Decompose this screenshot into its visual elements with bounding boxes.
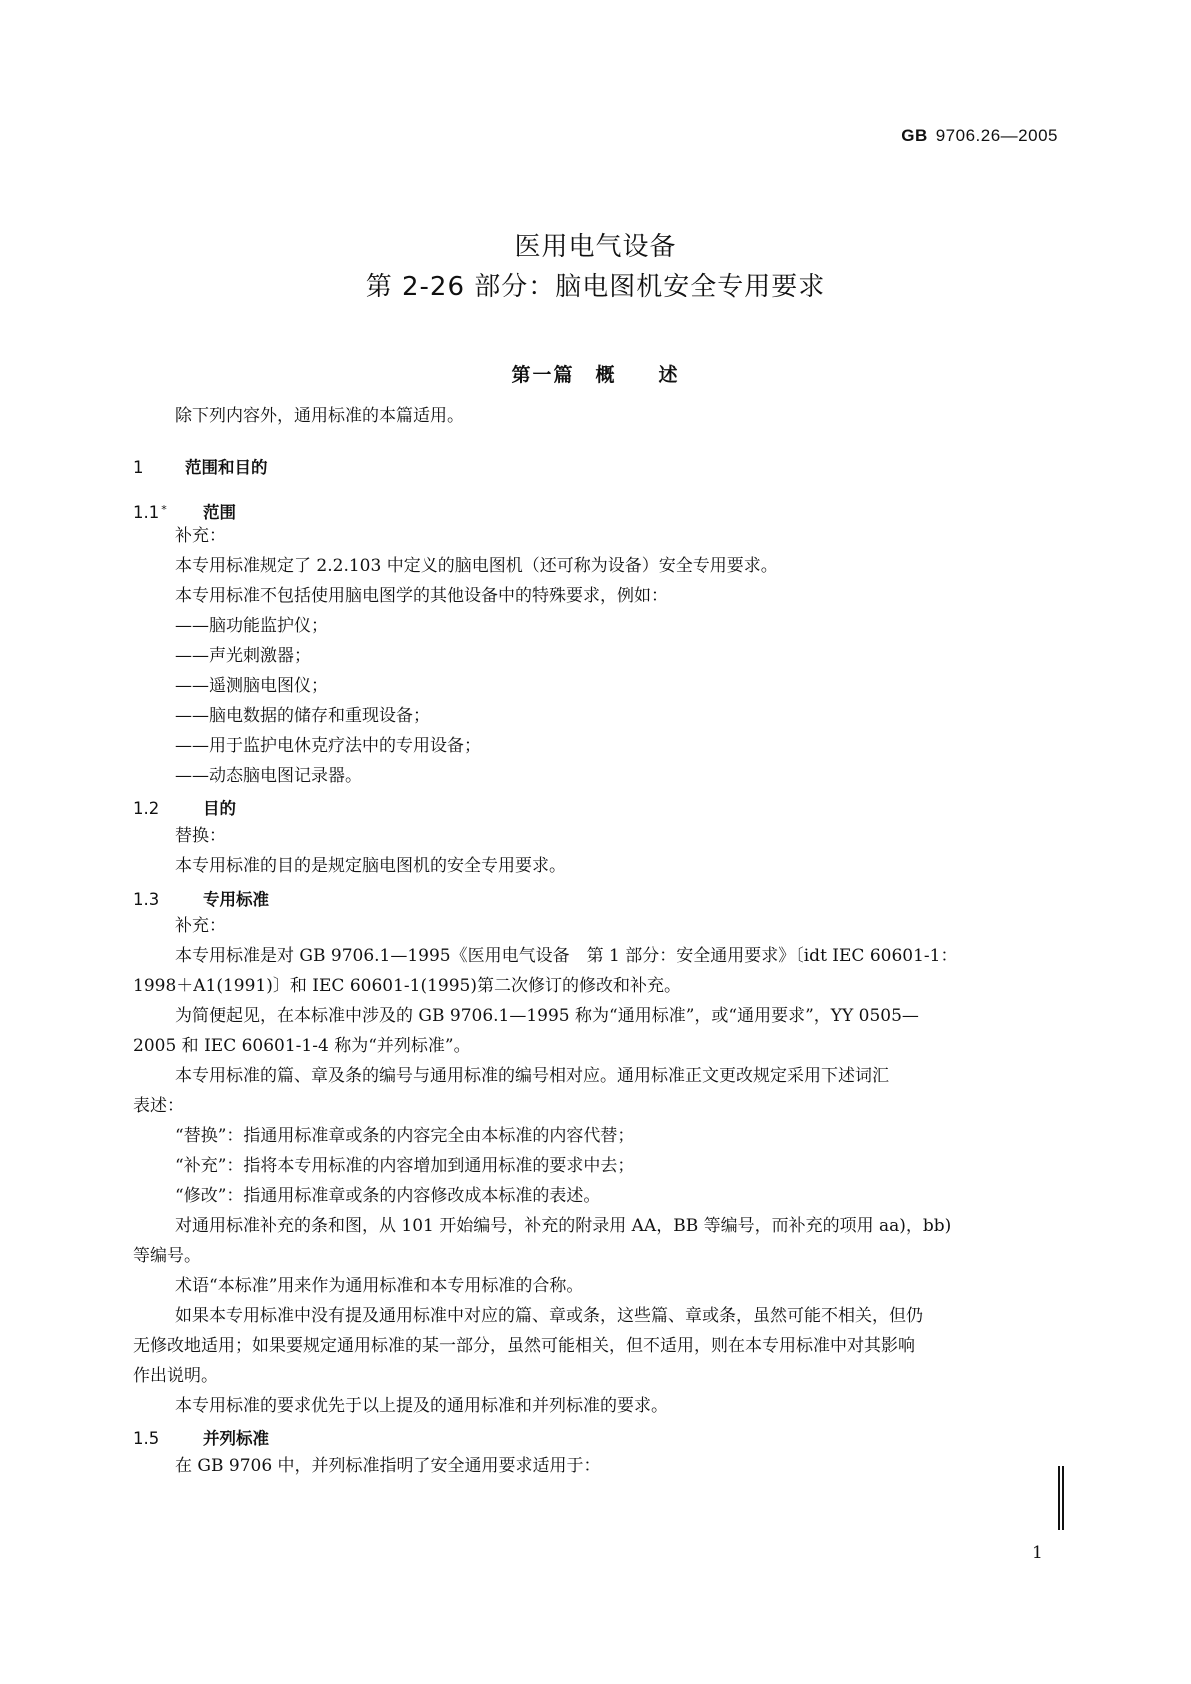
list-item: ——脑电数据的储存和重现设备；: [175, 706, 430, 726]
clause-1-3-heading: [133, 886, 269, 910]
paragraph: 本专用标准的要求优先于以上提及的通用标准和并列标准的要求。: [175, 1396, 668, 1416]
clause-number: 1.5: [133, 1429, 160, 1448]
paragraph: 本专用标准的篇、章及条的编号与通用标准的编号相对应。通用标准正文更改规定采用下述词汇: [175, 1066, 889, 1086]
doc-title-line1: 医用电气设备: [514, 232, 677, 262]
list-item: ——遥测脑电图仪；: [175, 676, 328, 696]
revision-bar: [1062, 1466, 1064, 1530]
revision-bar: [1058, 1466, 1060, 1530]
clause-1-1-heading: [133, 499, 236, 523]
paragraph: 本专用标准不包括使用脑电图学的其他设备中的特殊要求，例如：: [175, 586, 668, 606]
clause-kind: 替换：: [175, 826, 226, 846]
paragraph: “修改”：指通用标准章或条的内容修改成本标准的表述。: [175, 1186, 601, 1206]
paragraph: 如果本专用标准中没有提及通用标准中对应的篇、章或条，这些篇、章或条，虽然可能不相关，但仍: [175, 1306, 923, 1326]
paragraph: 为简便起见，在本标准中涉及的 GB 9706.1—1995 称为“通用标准”，或“通用要求”，YY 0505—: [175, 1006, 919, 1026]
asterisk-mark: *: [161, 503, 167, 516]
paragraph-continuation: 1998＋A1(1991)〕和 IEC 60601-1(1995)第二次修订的修改和补充。: [133, 976, 681, 996]
list-item: ——声光刺激器；: [175, 646, 311, 666]
paragraph-continuation: 无修改地适用；如果要规定通用标准的某一部分，虽然可能相关，但不适用，则在本专用标准中对其影响: [133, 1336, 915, 1356]
clause-number: 1.2: [133, 799, 160, 818]
clause-kind: 补充：: [175, 526, 226, 546]
paragraph: “替换”：指通用标准章或条的内容完全由本标准的内容代替；: [175, 1126, 635, 1146]
standard-number: 9706.26—2005: [935, 126, 1058, 145]
clause-1-2-heading: [133, 795, 236, 819]
intro-paragraph: 除下列内容外，通用标准的本篇适用。: [175, 406, 464, 426]
section-number: 1: [133, 458, 144, 477]
standard-code: [901, 126, 1058, 146]
page-number: 1: [1032, 1543, 1043, 1563]
clause-1-5-heading: [133, 1425, 269, 1449]
section-title: 范围和目的: [185, 458, 268, 477]
paragraph: 本专用标准规定了 2.2.103 中定义的脑电图机（还可称为设备）安全专用要求。: [175, 556, 778, 576]
list-item: ——用于监护电休克疗法中的专用设备；: [175, 736, 481, 756]
paragraph: 术语“本标准”用来作为通用标准和本专用标准的合称。: [175, 1276, 584, 1296]
paragraph: 对通用标准补充的条和图，从 101 开始编号，补充的附录用 AA，BB 等编号，而补充的项用 aa)，bb): [175, 1216, 952, 1236]
clause-number: 1.1 *: [133, 503, 167, 522]
paragraph: 在 GB 9706 中，并列标准指明了安全通用要求适用于：: [175, 1456, 601, 1476]
paragraph-continuation: 等编号。: [133, 1246, 201, 1266]
clause-number: 1.3: [133, 890, 160, 909]
paragraph: “补充”：指将本专用标准的内容增加到通用标准的要求中去；: [175, 1156, 635, 1176]
clause-title: 并列标准: [203, 1429, 269, 1448]
paragraph-continuation: 表述：: [133, 1096, 184, 1116]
paragraph: 本专用标准的目的是规定脑电图机的安全专用要求。: [175, 856, 566, 876]
section-1-heading: [133, 454, 268, 478]
clause-kind: 补充：: [175, 916, 226, 936]
standard-prefix: GB: [901, 126, 928, 145]
clause-title: 范围: [203, 503, 236, 522]
list-item: ——脑功能监护仪；: [175, 616, 328, 636]
clause-title: 目的: [203, 799, 236, 818]
paragraph-continuation: 作出说明。: [133, 1366, 218, 1386]
list-item: ——动态脑电图记录器。: [175, 766, 362, 786]
clause-title: 专用标准: [203, 890, 269, 909]
doc-title-line2: 第 2-26 部分：脑电图机安全专用要求: [365, 272, 826, 302]
paragraph-continuation: 2005 和 IEC 60601-1-4 称为“并列标准”。: [133, 1036, 471, 1056]
paragraph: 本专用标准是对 GB 9706.1—1995《医用电气设备 第 1 部分：安全通用要求》〔idt IEC 60601-1：: [175, 946, 958, 966]
part-heading: 第一篇 概 述: [511, 364, 680, 386]
